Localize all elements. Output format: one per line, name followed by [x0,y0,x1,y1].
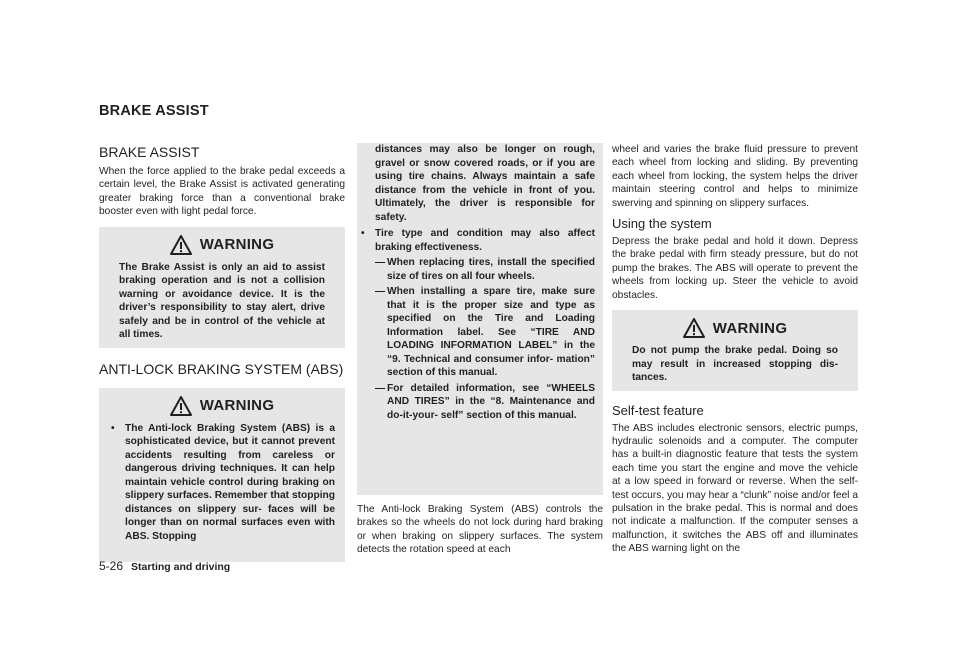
list-item [109,422,335,544]
bullet-text-continued: distances may also be longer on rough, gravel or snow covered roads, or if you are using tire chains. Always maintain a safe distance from the vehicle in front of you. Ultimately, the driver is responsible for safety. [375,144,595,223]
warning-label: WARNING [712,319,788,337]
warning-header [109,396,335,416]
bullet-symbol: • [361,228,365,239]
self-test-paragraph: The ABS includes electronic sensors, electric pumps, hydraulic solenoids and a computer. The computer has a built-in diagnostic feature that tests the system each time you start the engine and move the vehicle at a low speed in forward or reverse. When the self-test occurs, you may hear a “clunk” noise and/or feel a pulsation in the brake pedal. This is normal and does not indicate a malfunction. If the computer senses a malfunction, it switches the ABS off and illuminates the ABS warning light on the [612,422,858,555]
warning-box-continued [357,143,603,495]
page-header-title: BRAKE ASSIST [99,103,209,119]
list-item [361,227,595,254]
warning-box-abs [99,388,345,562]
brake-assist-heading: BRAKE ASSIST [99,144,200,160]
column-1 [99,143,345,574]
sub-item-text: For detailed information, see “WHEELS AND TIRES” in the “8. Maintenance and do-it-your- self” section of this manual. [387,382,595,421]
warning-text: Do not pump the brake pedal. Doing so may result in increased stopping dis- tances. [632,345,838,384]
abs-paragraph-continued: wheel and varies the brake fluid pressure to prevent each wheel from locking and sliding. By preventing each wheel from locking, the system helps the driver maintain steering control and helps to minimize swerving and spinning on slippery surfaces. [612,144,858,209]
warning-text: The Brake Assist is only an aid to assist braking operation and is not a collision warning or avoidance device. It is the driver’s responsibility to stay alert, drive safely and be in control of the vehicle at all times. [119,261,325,341]
warning-label: WARNING [199,397,275,415]
sub-list-item [375,382,595,423]
bullet-symbol: • [111,422,115,434]
dash-symbol: — [375,257,386,268]
warning-triangle-icon [170,235,192,255]
warning-triangle-icon [683,318,705,338]
page-number: 5-26 [99,559,124,573]
sub-item-text: When installing a spare tire, make sure that it is the proper size and type as specified on the Tire and Loading Information label. See “TIRE AND LOADING INFORMATION LABEL” in the “9. Technical and consumer infor- mation” section of this manual. [387,286,595,378]
warning-header [109,235,335,255]
section-name: Starting and driving [131,561,231,573]
bullet-text: Tire type and condition may also affect braking effectiveness. [375,228,595,253]
using-system-heading: Using the system [612,216,712,232]
abs-heading: ANTI-LOCK BRAKING SYSTEM (ABS) [99,360,344,377]
warning-triangle-icon [170,396,192,416]
self-test-heading: Self-test feature [612,402,704,418]
dash-symbol: — [375,286,386,297]
column-2 [357,143,603,557]
bullet-text: The Anti-lock Braking System (ABS) is a sophisticated device, but it cannot prevent accidents resulting from careless or dangerous driving techniques. It can help maintain vehicle control during braking on slippery surfaces. Remember that stopping distances on slippery sur- faces will be longer than on normal surfaces even with ABS. Stopping [125,422,335,542]
abs-paragraph: The Anti-lock Braking System (ABS) controls the brakes so the wheels do not lock during hard braking or when braking on slippery surfaces. The system detects the rotation speed at each [357,504,603,556]
column-3 [612,143,858,556]
sub-list-item [375,285,595,380]
sub-list-item [375,256,595,283]
warning-box-brake-assist [99,227,345,348]
warning-box-pump [612,310,858,391]
warning-header [622,318,848,338]
warning-label: WARNING [199,236,275,254]
dash-symbol: — [375,382,386,394]
using-system-paragraph: Depress the brake pedal and hold it down. Depress the brake pedal with firm steady pressure, but do not pump the brakes. The ABS will operate to prevent the wheels from locking up. Steer the vehicle to avoid obstacles. [612,236,858,301]
page-footer [99,559,230,573]
sub-item-text: When replacing tires, install the specified size of tires on all four wheels. [387,257,595,282]
brake-assist-paragraph: When the force applied to the brake pedal exceeds a certain level, the Brake Assist is activated generating greater braking force than a conventional brake booster even with light pedal force. [99,166,345,218]
